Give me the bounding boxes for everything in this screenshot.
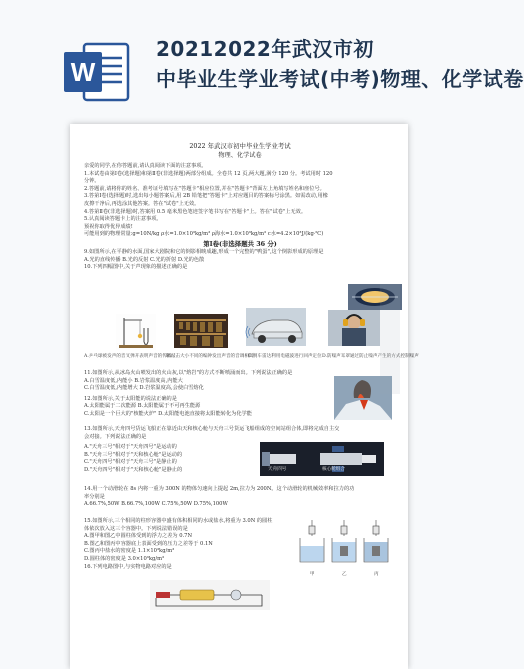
question-options: A.光的直线传播 B.光的反射 C.光的折射 D.光的色散 <box>84 256 205 263</box>
spacecraft-caption-left <box>268 467 286 473</box>
question-options: A.白雪温度低,内能小 B.岩浆温度高,内能大 <box>84 377 183 384</box>
question-text: 率分别是 <box>84 493 105 500</box>
question-options: B.图乙和图丙中容器底上表面受到的压力之差等于 0.1N <box>84 540 213 547</box>
watermark <box>376 284 404 394</box>
figure-caption-c <box>248 354 322 360</box>
question-text: 16.下列电路图中,与实物电路对应的是 <box>84 563 172 570</box>
caption-text: B.敲击大小不同的编钟发出声音的音调相同 <box>166 354 254 359</box>
question-text: 11.如图所示,从冰岛火山喷发出的火山灰,以"熔岩"的方式不断喷涌而出。下列说法正确的是 <box>84 370 293 376</box>
instruction-line: 亲爱的同学,在你答题前,请认真阅读下面的注意事项。 <box>84 163 207 169</box>
question-text: 15.如图所示,三个相同的柱形容器中盛有体积相同的水或盐水,将重为 3.0N 的圆柱 <box>84 518 273 524</box>
instruction-line: 2.答题前,请将你的姓名、准考证号填写在"答题卡"相应位置,并在"答题卡"背面左上角填写姓名和座位号。 <box>84 185 325 192</box>
container-caption-bing <box>374 572 379 578</box>
question-options: A.66.7%,50W B.66.7%,100W C.75%,50W D.75%,100W <box>84 501 228 508</box>
paper-subheading: 物理、化学试卷 <box>218 152 262 159</box>
question-options: C."天舟四号"相对于"天舟三号"是静止的 <box>84 459 177 466</box>
question-options: D.圆柱体的密度是 3.0×10³kg/m³ <box>84 555 165 562</box>
question-options: C.白雪温度低,内能增大 D.岩浆温度高,会使白雪熔化 <box>84 385 204 392</box>
instruction-line: 3.答第Ⅰ卷(选择题)时,选出每小题答案后,用 2B 铅笔把"答题卡"上对应题目的答案标号涂黑。如需改动,用橡 <box>84 193 328 200</box>
figure-caption-a <box>84 354 171 360</box>
question-options: C.太阳是一个巨大的"核能火炉" D.太阳能电池直接将太阳能转化为化学能 <box>84 410 252 417</box>
question-13-options <box>84 444 264 474</box>
question-14 <box>84 486 396 509</box>
caption-text: C.倒车雷达利用电磁波进行回声定位 <box>248 354 322 359</box>
question-options: D."天舟四号"相对于"天和核心舱"是静止的 <box>84 466 183 473</box>
caption-text: 天舟四号 <box>268 467 287 472</box>
question-text: 体依次放入这三个容器中。下列说法错误的是 <box>84 525 188 532</box>
containers-figure <box>298 518 394 570</box>
question-options: B."天舟三号"相对于"天和核心舱"是运动的 <box>84 451 183 458</box>
question-options: A.太阳能属于二次能源 B.太阳能属于不可再生能源 <box>84 403 201 410</box>
question-text: 12.如图所示,关于太阳能的说法正确的是 <box>84 395 177 402</box>
spacecraft-caption-right <box>322 467 345 473</box>
caption-text: D.防噪声耳罩通过防止噪声产生的方式控制噪声 <box>322 354 419 359</box>
container-caption-yi <box>342 572 347 578</box>
title-line-1: 20212022年武汉市初 <box>156 37 374 61</box>
question-options: A."天舟三号"相对于"天舟四号"是运动的 <box>84 444 177 450</box>
question-11-12 <box>84 370 320 419</box>
question-text: 14.用一个动滑轮在 8s 内将一重为 300N 的物体匀速向上提起 2m,拉力为 200N。这个动滑轮的机械效率和拉力的功 <box>84 486 355 492</box>
caption-text: 甲 <box>310 572 315 577</box>
instruction-line: 5.认真阅读答题卡上的注意事项。 <box>84 216 162 223</box>
instruction-line: 4.答第Ⅱ卷(非选择题)时,答案用 0.5 毫米黑色笔迹签字笔书写在"答题卡"上。答在"试卷"上无效。 <box>84 208 307 215</box>
question-options: A.图甲和图乙中圆柱体受到的浮力之差为 0.7N <box>84 533 193 540</box>
section-heading: 第Ⅰ卷(非选择题共 36 分) <box>203 239 277 248</box>
instructions <box>84 163 396 239</box>
exam-paper-preview[interactable] <box>70 124 419 669</box>
chime-bells-figure <box>174 314 228 348</box>
word-document-icon <box>62 40 132 104</box>
circuit-figure <box>150 580 270 610</box>
instruction-line: 分钟。 <box>84 178 100 185</box>
caption-text: 核心舱组合 <box>322 467 345 472</box>
question-10: 10.下列四幅图中,关于声现象的描述正确的是 <box>84 264 188 271</box>
caption-text: A.乒乓球被发声的音叉弹开表明声音的传播 <box>84 354 172 359</box>
question-13 <box>84 426 396 441</box>
figure-caption-d <box>322 354 419 360</box>
figure-caption-b <box>166 354 254 360</box>
tuning-fork-figure <box>116 314 156 350</box>
header <box>0 0 524 118</box>
logo-letter: W <box>70 57 96 87</box>
question-text: 9.如图所示,在平静的水面,国家大剧院和它的倒影相映成趣,形成一个完整的"鸭蛋",这个倒影形成的原理是 <box>84 248 324 255</box>
question-text: 会对接。下列说法正确的是 <box>84 433 147 440</box>
question-options: C.图丙中盐水的密度是 1.1×10³kg/m³ <box>84 548 175 555</box>
paper-content <box>84 142 396 272</box>
container-caption-jia <box>310 572 315 578</box>
instruction-line: 皮擦干净后,再选涂其他答案。答在"试卷"上无效。 <box>84 200 200 207</box>
instruction-line: 1.本试卷由第Ⅰ卷(选择题)和第Ⅱ卷(非选择题)两部分组成。全卷共 12 页,两大题,满分 120 分。考试用时 120 <box>84 170 333 177</box>
question-9 <box>84 249 396 264</box>
caption-text: 乙 <box>342 572 347 577</box>
caption-text: 丙 <box>374 572 379 577</box>
earmuffs-figure <box>328 310 380 346</box>
question-15-16 <box>84 518 284 571</box>
paper-heading: 2022 年武汉市初中毕业生学业考试 <box>189 142 291 150</box>
instruction-line: 预祝你取得优异成绩! <box>84 223 133 230</box>
title-line-2: 中毕业生学业考试(中考)物理、化学试卷 <box>156 67 524 91</box>
reversing-radar-figure <box>246 308 306 346</box>
question-text: 13.如图所示,天舟四号货运飞船正在靠近由天和核心舱与天舟三号货运飞船组成的空间站组合体,即将完成自主交 <box>84 426 340 432</box>
instruction-line: 可能用到的物理常量:g=10N/kg ρ水=1.0×10³kg/m³ ρ海水=1.0×10³kg/m³ c水=4.2×10³J/(kg·℃) <box>84 231 324 238</box>
page-title <box>156 34 524 94</box>
